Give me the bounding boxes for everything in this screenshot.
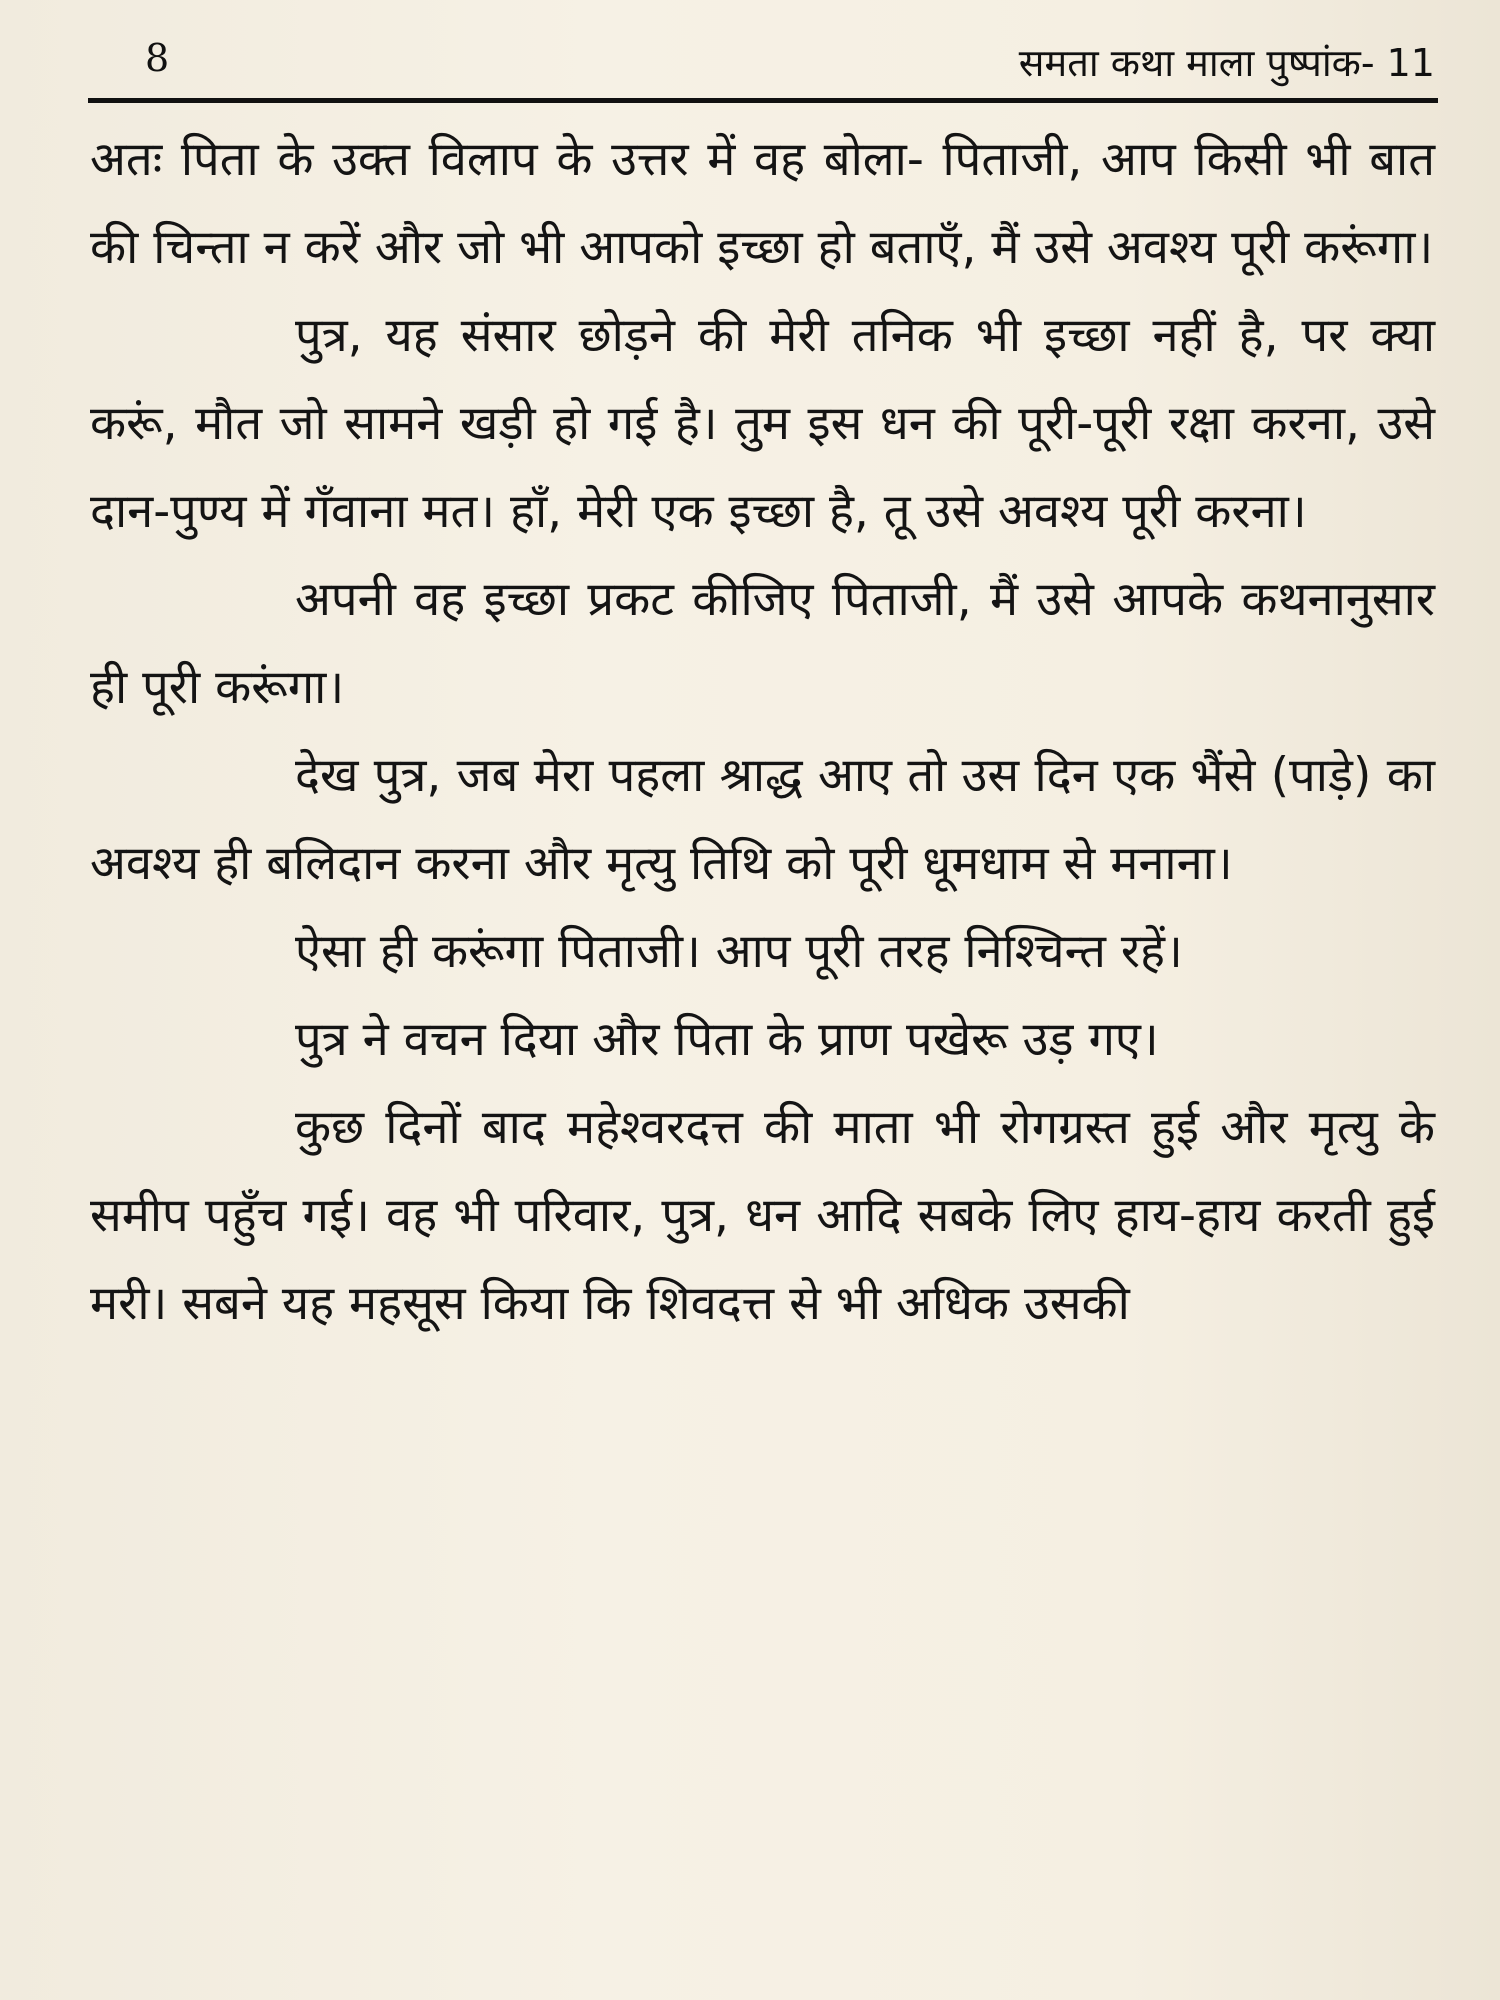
paragraph: अतः पिता के उक्त विलाप के उत्तर में वह बोला- पिताजी, आप किसी भी बात की चिन्ता न करें और जो भी आपको इच्छा हो बताएँ, मैं उसे अवश्य पूरी करूंगा। — [90, 132, 1435, 275]
page-header — [90, 28, 1435, 88]
paragraph: कुछ दिनों बाद महेश्वरदत्त की माता भी रोगग्रस्त हुई और मृत्यु के समीप पहुँच गई। वह भी परिवार, पुत्र, धन आदि सबके लिए हाय-हाय करती हुई मरी। सबने यह महसूस किया कि शिवदत्त से भी अधिक उसकी — [90, 1100, 1435, 1331]
body-text — [90, 116, 1435, 1348]
header-rule — [88, 98, 1438, 103]
paragraph: देख पुत्र, जब मेरा पहला श्राद्ध आए तो उस दिन एक भैंसे (पाड़े) का अवश्य ही बलिदान करना और मृत्यु तिथि को पूरी धूमधाम से मनाना। — [90, 748, 1435, 891]
page-number: 8 — [145, 36, 170, 80]
paragraph: ऐसा ही करूंगा पिताजी। आप पूरी तरह निश्चिन्त रहें। — [295, 924, 1183, 979]
paragraph: अपनी वह इच्छा प्रकट कीजिए पिताजी, मैं उसे आपके कथनानुसार ही पूरी करूंगा। — [90, 572, 1435, 715]
paragraph: पुत्र ने वचन दिया और पिता के प्राण पखेरू उड़ गए। — [295, 1012, 1159, 1067]
running-title: समता कथा माला पुष्पांक- 11 — [1018, 41, 1435, 85]
paragraph: पुत्र, यह संसार छोड़ने की मेरी तनिक भी इच्छा नहीं है, पर क्या करूं, मौत जो सामने खड़ी हो गई है। तुम इस धन की पूरी-पूरी रक्षा करना, उसे दान-पुण्य में गँवाना मत। हाँ, मेरी एक इच्छा है, तू उसे अवश्य पूरी करना। — [90, 308, 1435, 539]
